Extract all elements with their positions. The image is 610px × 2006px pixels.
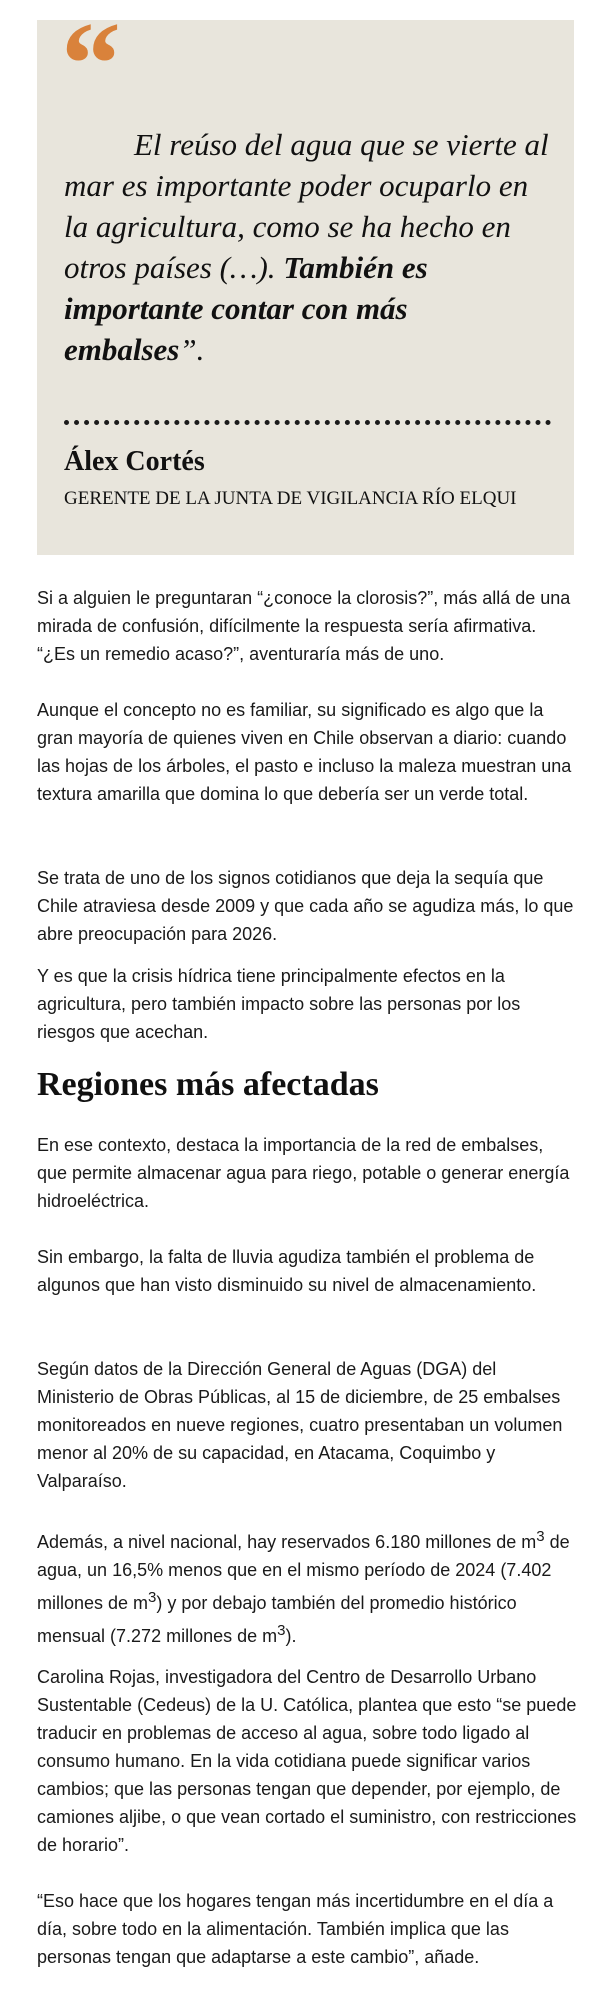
p8-part-a: Además, a nivel nacional, hay reservados 6.180 millones de m [37, 1532, 537, 1552]
superscript-3: 3 [277, 1622, 286, 1639]
article-paragraph-4: Y es que la crisis hídrica tiene principalmente efectos en la agricultura, pero también impacto sobre las personas por los riesgos que acechan. [37, 966, 521, 1042]
article-paragraph-6: Sin embargo, la falta de lluvia agudiza también el problema de algunos que han visto disminuido su nivel de almacenamiento. [37, 1247, 537, 1295]
article-paragraph-3: Se trata de uno de los signos cotidianos que deja la sequía que Chile atraviesa desde 2009 y que cada año se agudiza más, lo que abre preocupación para 2026. [37, 868, 574, 944]
superscript-3: 3 [148, 1589, 157, 1606]
quote-text-regular: El reúso del agua que se vierte al mar es importante poder ocuparlo en la agricultura, como se ha hecho en otros países (…). [64, 127, 549, 285]
article-paragraph-1: Si a alguien le preguntaran “¿conoce la clorosis?”, más allá de una mirada de confusión, difícilmente la respuesta sería afirmativa. “¿Es un remedio acaso?”, aventuraría más de uno. [37, 588, 571, 664]
quote-author-role: GERENTE DE LA JUNTA DE VIGILANCIA RÍO ELQUI [64, 488, 517, 509]
p8-part-d: ). [285, 1626, 297, 1646]
quote-divider [64, 420, 551, 425]
article-paragraph-2: Aunque el concepto no es familiar, su significado es algo que la gran mayoría de quienes viven en Chile observan a diario: cuando las hojas de los árboles, el pasto e incluso la maleza muestran una textura amarilla que domina lo que debería ser un verde total. [37, 700, 572, 804]
quote-text-close: ”. [179, 332, 205, 367]
p8-part-c: ) y por debajo también del promedio histórico mensual (7.272 millones de m [37, 1593, 517, 1646]
pull-quote [37, 8, 574, 555]
article-paragraph-5: En ese contexto, destaca la importancia de la red de embalses, que permite almacenar agua para riego, potable o generar energía hidroeléctrica. [37, 1135, 570, 1211]
article-paragraph-7: Según datos de la Dirección General de Aguas (DGA) del Ministerio de Obras Públicas, al 15 de diciembre, de 25 embalses monitoreados en nueve regiones, cuatro presentaban un volumen menor al 20% de su capacidad, en Atacama, Coquimbo y Valparaíso. [37, 1359, 563, 1491]
p8-part-b: de agua, un 16,5% menos que en el mismo período de 2024 (7.402 millones de m [37, 1532, 570, 1613]
quote-mark-icon [61, 8, 141, 88]
article-paragraph-10: “Eso hace que los hogares tengan más incertidumbre en el día a día, sobre todo en la alimentación. También implica que las personas tengan que adaptarse a este cambio”, añade. [37, 1891, 554, 1967]
article-paragraph-9: Carolina Rojas, investigadora del Centro de Desarrollo Urbano Sustentable (Cedeus) de la U. Católica, plantea que esto “se puede traducir en problemas de acceso al agua, sobre todo ligado al consumo humano. En la vida cotidiana puede significar varios cambios; que las personas tengan que depender, por ejemplo, de camiones aljibe, o que vean cortado el suministro, con restricciones de horario”. [37, 1667, 577, 1855]
quote-text [64, 124, 554, 370]
svg-text:“: “ [61, 8, 121, 88]
article-paragraph-8 [37, 1523, 577, 1650]
quote-text-emphasis: También es importante contar con más embalses [64, 250, 428, 367]
superscript-3: 3 [536, 1528, 545, 1545]
section-heading: Regiones más afectadas [37, 1066, 379, 1103]
quote-author-name: Álex Cortés [64, 446, 205, 477]
